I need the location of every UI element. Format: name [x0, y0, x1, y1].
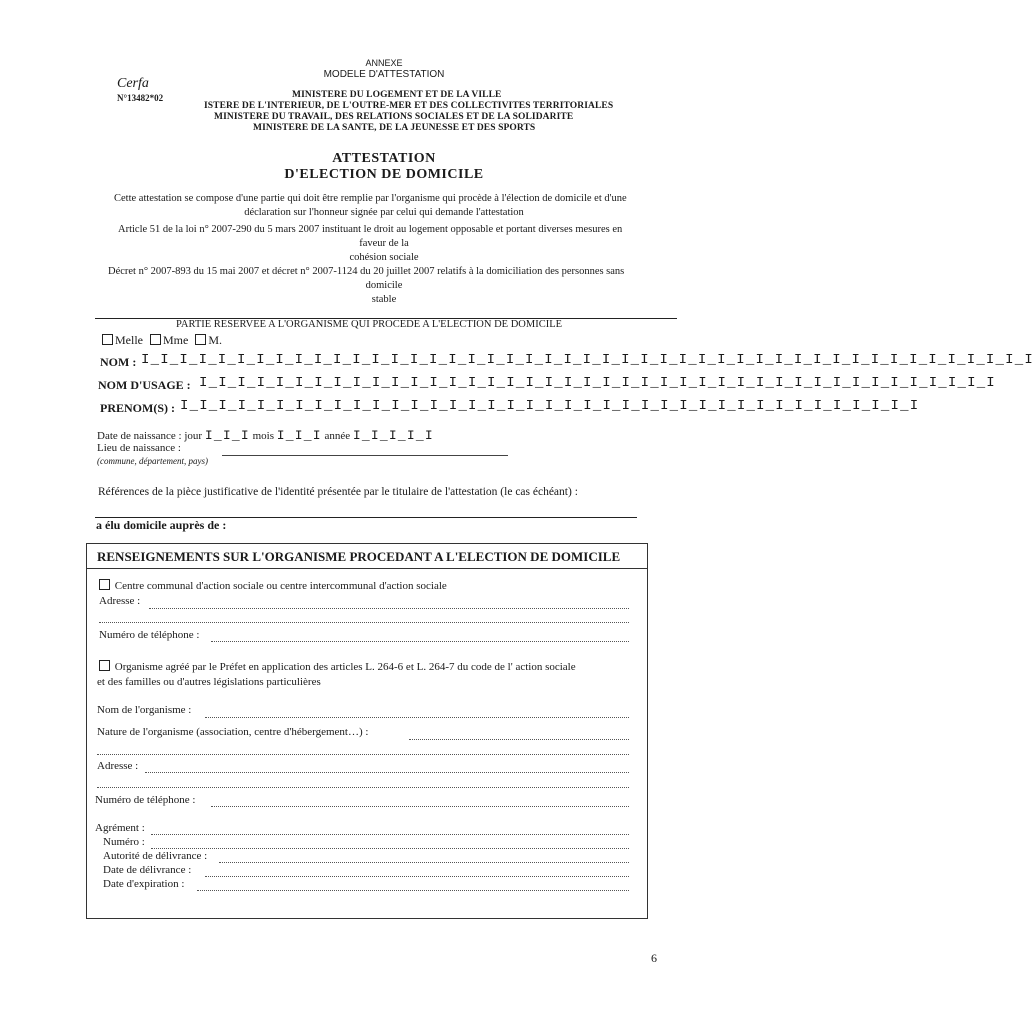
mme-checkbox[interactable] [150, 334, 161, 345]
telephone2-label: Numéro de téléphone : [95, 794, 196, 806]
reserved-section-heading: PARTIE RESERVEE A L'ORGANISME QUI PROCEDE A L'ELECTION DE DOMICILE [176, 319, 563, 330]
nom-organisme-label: Nom de l'organisme : [97, 704, 192, 716]
ccas-checkbox[interactable] [99, 579, 110, 590]
nature-field-line2[interactable] [97, 754, 629, 755]
telephone2-field[interactable] [211, 806, 629, 807]
date-delivrance-field[interactable] [205, 876, 629, 877]
m-label: M. [208, 333, 223, 347]
law-reference: Article 51 de la loi n° 2007-290 du 5 mars 2007 instituant le droit au logement opposable et portant diverses mesures en [118, 224, 623, 235]
decree-reference: domicile [365, 280, 403, 291]
melle-label: Melle [115, 333, 143, 347]
adresse-field[interactable] [149, 608, 629, 609]
intro-text: déclaration sur l'honneur signée par celui qui demande l'attestation [244, 207, 524, 218]
prenom-label: PRENOM(S) : [100, 401, 175, 415]
agree-label-line2: et des familles ou d'autres législations particulières [97, 676, 321, 688]
organism-box-title: RENSEIGNEMENTS SUR L'ORGANISME PROCEDANT A L'ELECTION DE DOMICILE [97, 549, 621, 564]
ministry-line: MINISTERE DU LOGEMENT ET DE LA VILLE [292, 90, 502, 100]
nature-label: Nature de l'organisme (association, centre d'hébergement…) : [97, 726, 369, 738]
telephone-field[interactable] [211, 641, 629, 642]
m-checkbox[interactable] [195, 334, 206, 345]
date-expiration-field[interactable] [197, 890, 629, 891]
nature-field[interactable] [409, 739, 629, 740]
numero-label: Numéro : [103, 836, 145, 848]
cerfa-label: Cerfa [117, 76, 149, 91]
agree-option [97, 660, 576, 673]
birth-month-label: mois [252, 430, 274, 442]
ministry-line: MINISTERE DU TRAVAIL, DES RELATIONS SOCIALES ET DE LA SOLIDARITE [214, 112, 574, 122]
agrement-field[interactable] [151, 834, 629, 835]
ministry-line: MINISTERE DE LA SANTE, DE LA JEUNESSE ET DES SPORTS [253, 123, 536, 133]
autorite-field[interactable] [219, 862, 629, 863]
page-number: 6 [651, 951, 657, 965]
birth-place-line[interactable] [222, 455, 508, 456]
birth-date-label: Date de naissance : jour [97, 430, 203, 442]
prenom-input-cells[interactable]: I_I_I_I_I_I_I_I_I_I_I_I_I_I_I_I_I_I_I_I_I_I_I_I_I_I_I_I_I_I_I_I_I_I_I_I_I_I_I [180, 398, 920, 414]
ministry-line: ISTERE DE L'INTERIEUR, DE L'OUTRE-MER ET DES COLLECTIVITES TERRITORIALES [204, 101, 614, 111]
melle-checkbox[interactable] [102, 334, 113, 345]
agrement-label: Agrément : [95, 822, 145, 834]
birth-date-row [97, 428, 434, 443]
birth-place-hint: (commune, département, pays) [97, 456, 208, 466]
nom-label: NOM : [100, 355, 137, 369]
adresse2-field[interactable] [145, 772, 629, 773]
modele-label: MODELE D'ATTESTATION [323, 69, 445, 80]
nom-usage-input-cells[interactable]: I_I_I_I_I_I_I_I_I_I_I_I_I_I_I_I_I_I_I_I_I_I_I_I_I_I_I_I_I_I_I_I_I_I_I_I_I_I_I_I_I_I [199, 375, 996, 391]
box-title-rule [87, 568, 647, 569]
birth-year-label: année [324, 430, 351, 442]
cerfa-number: N°13482*02 [117, 93, 164, 103]
birth-day-cells[interactable]: I_I_I [204, 428, 250, 443]
decree-reference: Décret n° 2007-893 du 15 mai 2007 et décret n° 2007-1124 du 20 juillet 2007 relatifs à la domiciliation des personnes sans [108, 266, 625, 277]
telephone-label: Numéro de téléphone : [99, 629, 200, 641]
adresse-field-line2[interactable] [99, 622, 629, 623]
agree-checkbox[interactable] [99, 660, 110, 671]
intro-text: Cette attestation se compose d'une partie qui doit être remplie par l'organisme qui procède à l'élection de domicile et d'une [114, 193, 627, 204]
date-delivrance-label: Date de délivrance : [103, 864, 192, 876]
birth-year-cells[interactable]: I_I_I_I_I [352, 428, 434, 443]
ccas-option [97, 579, 447, 592]
numero-field[interactable] [151, 848, 629, 849]
civility-options [98, 333, 222, 348]
elected-domicile-label: a élu domicile auprès de : [96, 518, 227, 532]
law-reference: cohésion sociale [349, 252, 419, 263]
nom-usage-label: NOM D'USAGE : [98, 378, 191, 392]
decree-reference: stable [371, 294, 397, 305]
document-title: ATTESTATION [332, 151, 436, 166]
birth-month-cells[interactable]: I_I_I [276, 428, 322, 443]
document-subtitle: D'ELECTION DE DOMICILE [284, 167, 484, 182]
adresse2-label: Adresse : [97, 760, 139, 772]
organism-info-box [86, 543, 648, 919]
autorite-label: Autorité de délivrance : [103, 850, 208, 862]
mme-label: Mme [163, 333, 189, 347]
adresse-label: Adresse : [99, 595, 141, 607]
law-reference: faveur de la [359, 238, 409, 249]
id-reference-label: Références de la pièce justificative de l'identité présentée par le titulaire de l'attestation (le cas échéant) : [98, 486, 578, 498]
nom-input-cells[interactable]: I_I_I_I_I_I_I_I_I_I_I_I_I_I_I_I_I_I_I_I_I_I_I_I_I_I_I_I_I_I_I_I_I_I_I_I_I_I_I_I_I_I_I_I_I_I_I [141, 352, 1034, 368]
nom-organisme-field[interactable] [205, 717, 629, 718]
annexe-label: ANNEXE [365, 58, 403, 68]
ccas-label: Centre communal d'action sociale ou centre intercommunal d'action sociale [114, 580, 447, 592]
adresse2-field-line2[interactable] [97, 787, 629, 788]
birth-place-label: Lieu de naissance : [97, 442, 181, 454]
agree-label: Organisme agréé par le Préfet en application des articles L. 264-6 et L. 264-7 du code de l' action sociale [114, 661, 576, 673]
date-expiration-label: Date d'expiration : [103, 878, 185, 890]
